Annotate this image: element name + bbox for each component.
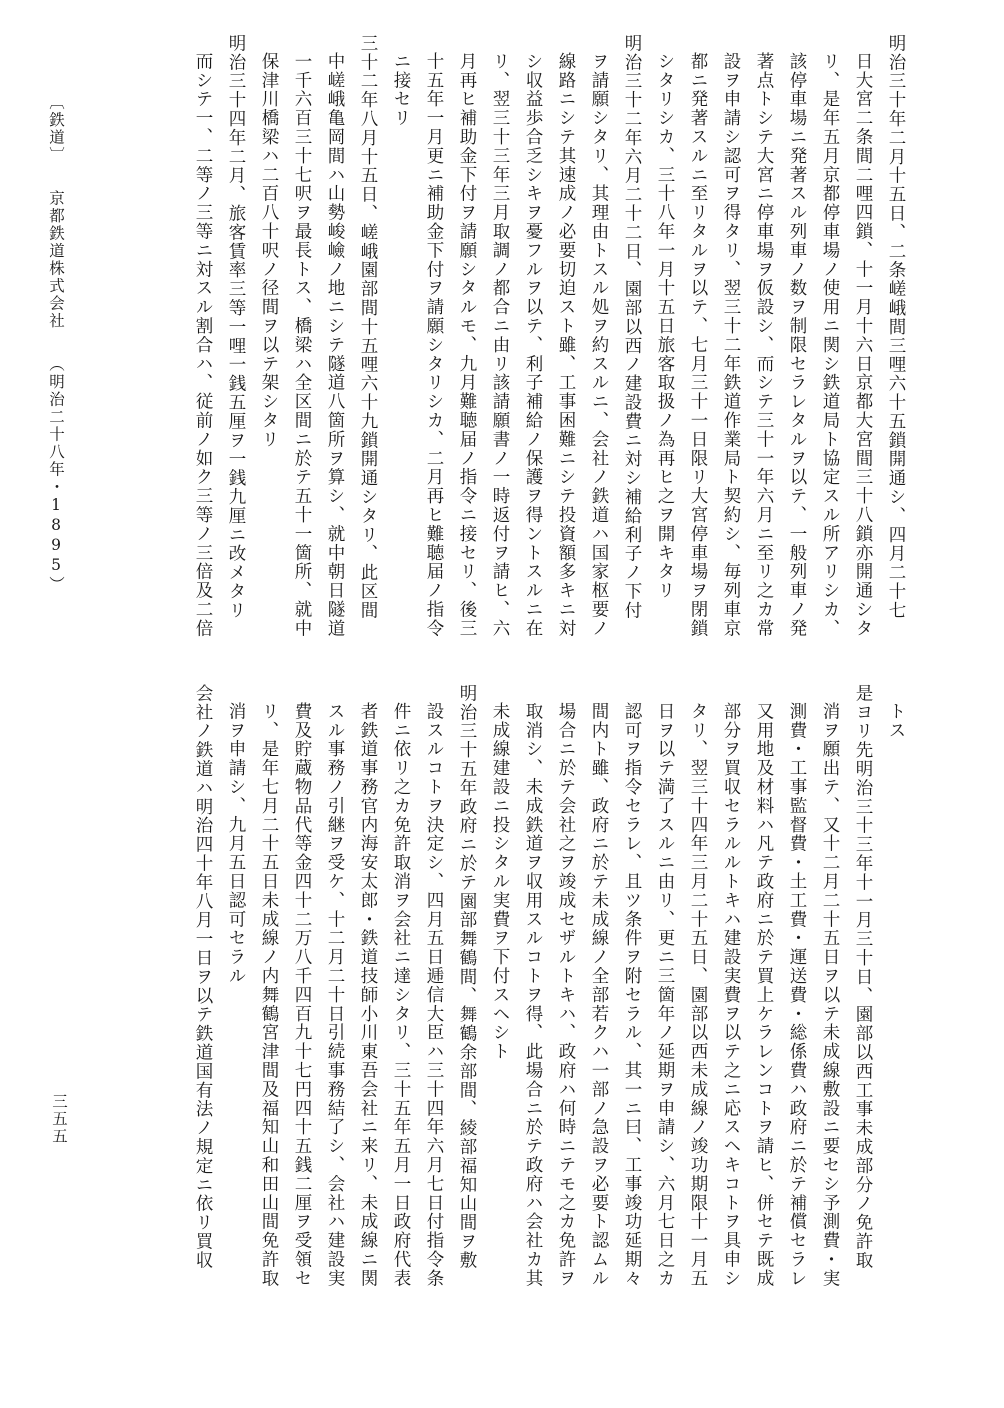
text-line: 消ヲ願出テ、又十二月二十五日ヲ以テ未成線敷設ニ要セシ予測費・実 bbox=[820, 702, 840, 1288]
text-line: 一千六百三十七呎ヲ最長トス、橋梁ハ全区間ニ於テ五十一箇所、就中 bbox=[292, 52, 312, 638]
text-line: 月再ヒ補助金下付ヲ請願シタルモ、九月難聴届ノ指令ニ接セリ、後三 bbox=[457, 52, 477, 638]
source-company: 京都鉄道株式会社 bbox=[47, 190, 65, 330]
text-line: リ、是年七月二十五日未成線ノ内舞鶴宮津間及福知山和田山間免許取 bbox=[259, 702, 279, 1288]
text-line: 著点トシテ大宮ニ停車場ヲ仮設シ、而シテ三十一年六月ニ至リ之カ常 bbox=[754, 52, 774, 638]
text-line: 十五年一月更ニ補助金下付ヲ請願シタリシカ、二月再ヒ難聴届ノ指令 bbox=[424, 52, 444, 638]
text-line: 部分ヲ買収セラルルトキハ建設実費ヲ以テ之ニ応スヘキコトヲ具申シ bbox=[721, 702, 741, 1288]
text-line: 件ニ依リ之カ免許取消ヲ会社ニ達シタリ、三十五年五月一日政府代表 bbox=[391, 702, 411, 1288]
text-line: シタリシカ、三十八年一月十五日旅客取扱ノ為再ヒ之ヲ開キタリ bbox=[655, 52, 675, 601]
text-line: 日ヲ以テ満了スルニ由リ、更ニ三箇年ノ延期ヲ申請シ、六月七日之カ bbox=[655, 702, 675, 1288]
text-line: 又用地及材料ハ凡テ政府ニ於テ買上ケラレンコトヲ請ヒ、併セテ既成 bbox=[754, 702, 774, 1288]
text-line: 而シテ一、二等ノ三等ニ対スル割合ハ、従前ノ如ク三等ノ三倍及二倍 bbox=[193, 52, 213, 638]
text-line: 是ヨリ先明治三十三年十一月三十日、園部以西工事未成部分ノ免許取 bbox=[853, 684, 873, 1270]
text-line: リ、翌三十三年三月取調ノ都合ニ由リ該請願書ノ一時返付ヲ請ヒ、六 bbox=[490, 52, 510, 638]
source-date: （明治二十八年・1895） bbox=[47, 356, 65, 594]
text-line: 中嵯峨亀岡間ハ山勢峻嶮ノ地ニシテ隧道八箇所ヲ算シ、就中朝日隧道 bbox=[325, 52, 345, 638]
text-line: 未成線建設ニ投シタル実費ヲ下付スヘシト bbox=[490, 702, 510, 1062]
page-number: 三五五 bbox=[50, 1093, 68, 1146]
text-line: スル事務ノ引継ヲ受ケ、十二月二十日引続事務結了シ、会社ハ建設実 bbox=[325, 702, 345, 1288]
text-line: 取消シ、未成鉄道ヲ収用スルコトヲ得、此場合ニ於テ政府ハ会社カ其 bbox=[523, 702, 543, 1288]
text-line: ヲ請願シタリ、其理由トスル処ヲ約スルニ、会社ノ鉄道ハ国家枢要ノ bbox=[589, 52, 609, 638]
text-line: 会社ノ鉄道ハ明治四十年八月一日ヲ以テ鉄道国有法ノ規定ニ依リ買収 bbox=[193, 684, 213, 1270]
text-line: 該停車場ニ発著スル列車ノ数ヲ制限セラレタルヲ以テ、一般列車ノ発 bbox=[787, 52, 807, 638]
text-block-upper bbox=[92, 34, 912, 659]
text-line: 明治三十年二月十五日、二条嵯峨間三哩六十五鎖開通シ、四月二十七 bbox=[886, 34, 906, 620]
text-line: シ収益歩合乏シキヲ憂フルヲ以テ、利子補給ノ保護ヲ得ントスルニ在 bbox=[523, 52, 543, 638]
source-citation bbox=[42, 94, 70, 594]
text-line: 消ヲ申請シ、九月五日認可セラル bbox=[226, 702, 246, 986]
text-line: タリ、翌三十四年三月二十五日、園部以西未成線ノ竣功期限十一月五 bbox=[688, 702, 708, 1288]
text-line: 費及貯蔵物品代等金四十二万八千四百九十七円四十五銭二厘ヲ受領セ bbox=[292, 702, 312, 1288]
text-line: 間内ト雖、政府ニ於テ未成線ノ全部若クハ一部ノ急設ヲ必要ト認ムル bbox=[589, 702, 609, 1288]
text-line: 認可ヲ指令セラレ、且ツ条件ヲ附セラル、其一ニ曰、工事竣功延期々 bbox=[622, 702, 642, 1288]
text-line: 線路ニシテ其速成ノ必要切迫スト雖、工事困難ニシテ投資額多キニ対 bbox=[556, 52, 576, 638]
text-line: 場合ニ於テ会社之ヲ竣成セザルトキハ、政府ハ何時ニテモ之カ免許ヲ bbox=[556, 702, 576, 1288]
text-line: 測費・工事監督費・土工費・運送費・総係費ハ政府ニ於テ補償セラレ bbox=[787, 702, 807, 1288]
text-line: 明治三十二年六月二十二日、園部以西ノ建設費ニ対シ補給利子ノ下付 bbox=[622, 34, 642, 620]
text-line: リ、是年五月京都停車場ノ使用ニ関シ鉄道局ト協定スル所アリシカ、 bbox=[820, 52, 840, 638]
text-line: 設スルコトヲ決定シ、四月五日逓信大臣ハ三十四年六月七日付指令条 bbox=[424, 702, 444, 1288]
text-line: 明治三十五年政府ニ於テ園部舞鶴間、舞鶴余部間、綾部福知山間ヲ敷 bbox=[457, 684, 477, 1270]
text-line: 日大宮二条間二哩四鎖、十一月十六日京都大宮間三十八鎖亦開通シタ bbox=[853, 52, 873, 638]
text-block-lower bbox=[92, 684, 912, 1314]
source-category: 〔鉄道〕 bbox=[47, 94, 65, 164]
text-line: 者鉄道事務官内海安太郎・鉄道技師小川東吾会社ニ来リ、未成線ニ関 bbox=[358, 702, 378, 1288]
text-line: 明治三十四年二月、旅客賃率三等一哩一銭五厘ヲ一銭九厘ニ改メタリ bbox=[226, 34, 246, 620]
text-line: ニ接セリ bbox=[391, 52, 411, 128]
text-line: 都ニ発著スルニ至リタルヲ以テ、七月三十一日限リ大宮停車場ヲ閉鎖 bbox=[688, 52, 708, 638]
text-line: 保津川橋梁ハ二百八十呎ノ径間ヲ以テ架シタリ bbox=[259, 52, 279, 449]
text-line: トス bbox=[886, 702, 906, 740]
text-line: 三十二年八月十五日、嵯峨園部間十五哩六十九鎖開通シタリ、此区間 bbox=[358, 34, 378, 620]
text-line: 設ヲ申請シ認可ヲ得タリ、翌三十二年鉄道作業局ト契約シ、毎列車京 bbox=[721, 52, 741, 638]
